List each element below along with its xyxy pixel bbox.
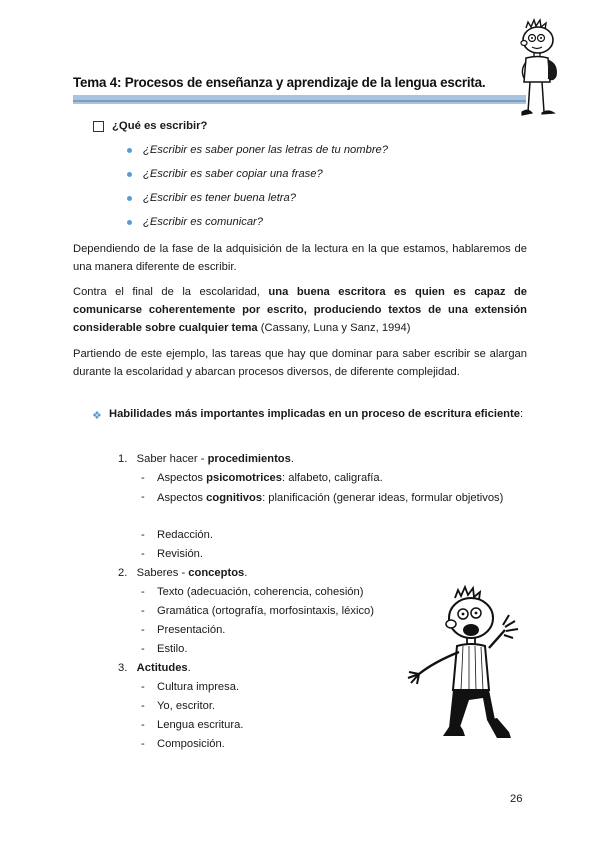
page-title: Tema 4: Procesos de enseñanza y aprendizaje de la lengua escrita.	[73, 75, 486, 90]
paragraph-phases: Dependiendo de la fase de la adquisición de la lectura en la que estamos, hablaremos de una manera diferente de escribir.	[73, 243, 527, 273]
bullet-dot-icon	[127, 220, 132, 225]
list-item: ¿Escribir es comunicar?	[127, 215, 388, 239]
question-bullet-list	[127, 143, 388, 239]
question-heading	[93, 120, 207, 132]
checkbox-icon	[93, 121, 104, 132]
question-text: ¿Qué es escribir?	[112, 120, 208, 132]
page-number: 26	[510, 793, 523, 805]
character-top-illustration	[512, 18, 562, 120]
section-1-heading: 1. Saber hacer - procedimientos.	[118, 453, 294, 465]
section-2-heading: 2. Saberes - conceptos.	[118, 567, 248, 579]
list-item: ¿Escribir es saber poner las letras de tu nombre?	[127, 143, 388, 167]
paragraph-definition: Contra el final de la escolaridad, una buena escritora es quien es capaz de comunicarse coherentemente por escrito, produciendo textos de una extensión considerable sobre cualquier tema (Cassany, Luna y Sanz, 1994)	[73, 286, 527, 334]
list-item: ¿Escribir es tener buena letra?	[127, 191, 388, 215]
title-underline-line	[73, 100, 526, 102]
diamond-bullet-icon: ❖	[92, 410, 102, 422]
bullet-dot-icon	[127, 172, 132, 177]
list-item: ¿Escribir es saber copiar una frase?	[127, 167, 388, 191]
bullet-dot-icon	[127, 148, 132, 153]
character-kneeling-illustration	[405, 580, 525, 755]
paragraph-tasks: Partiendo de este ejemplo, las tareas que hay que dominar para saber escribir se alargan durante la escolaridad y abarcan procesos diversos, de diferente complejidad.	[73, 348, 527, 378]
section-3-heading: 3. Actitudes.	[118, 662, 191, 674]
skills-heading: ❖ Habilidades más importantes implicadas en un proceso de escritura eficiente:	[92, 405, 527, 424]
bullet-dot-icon	[127, 196, 132, 201]
